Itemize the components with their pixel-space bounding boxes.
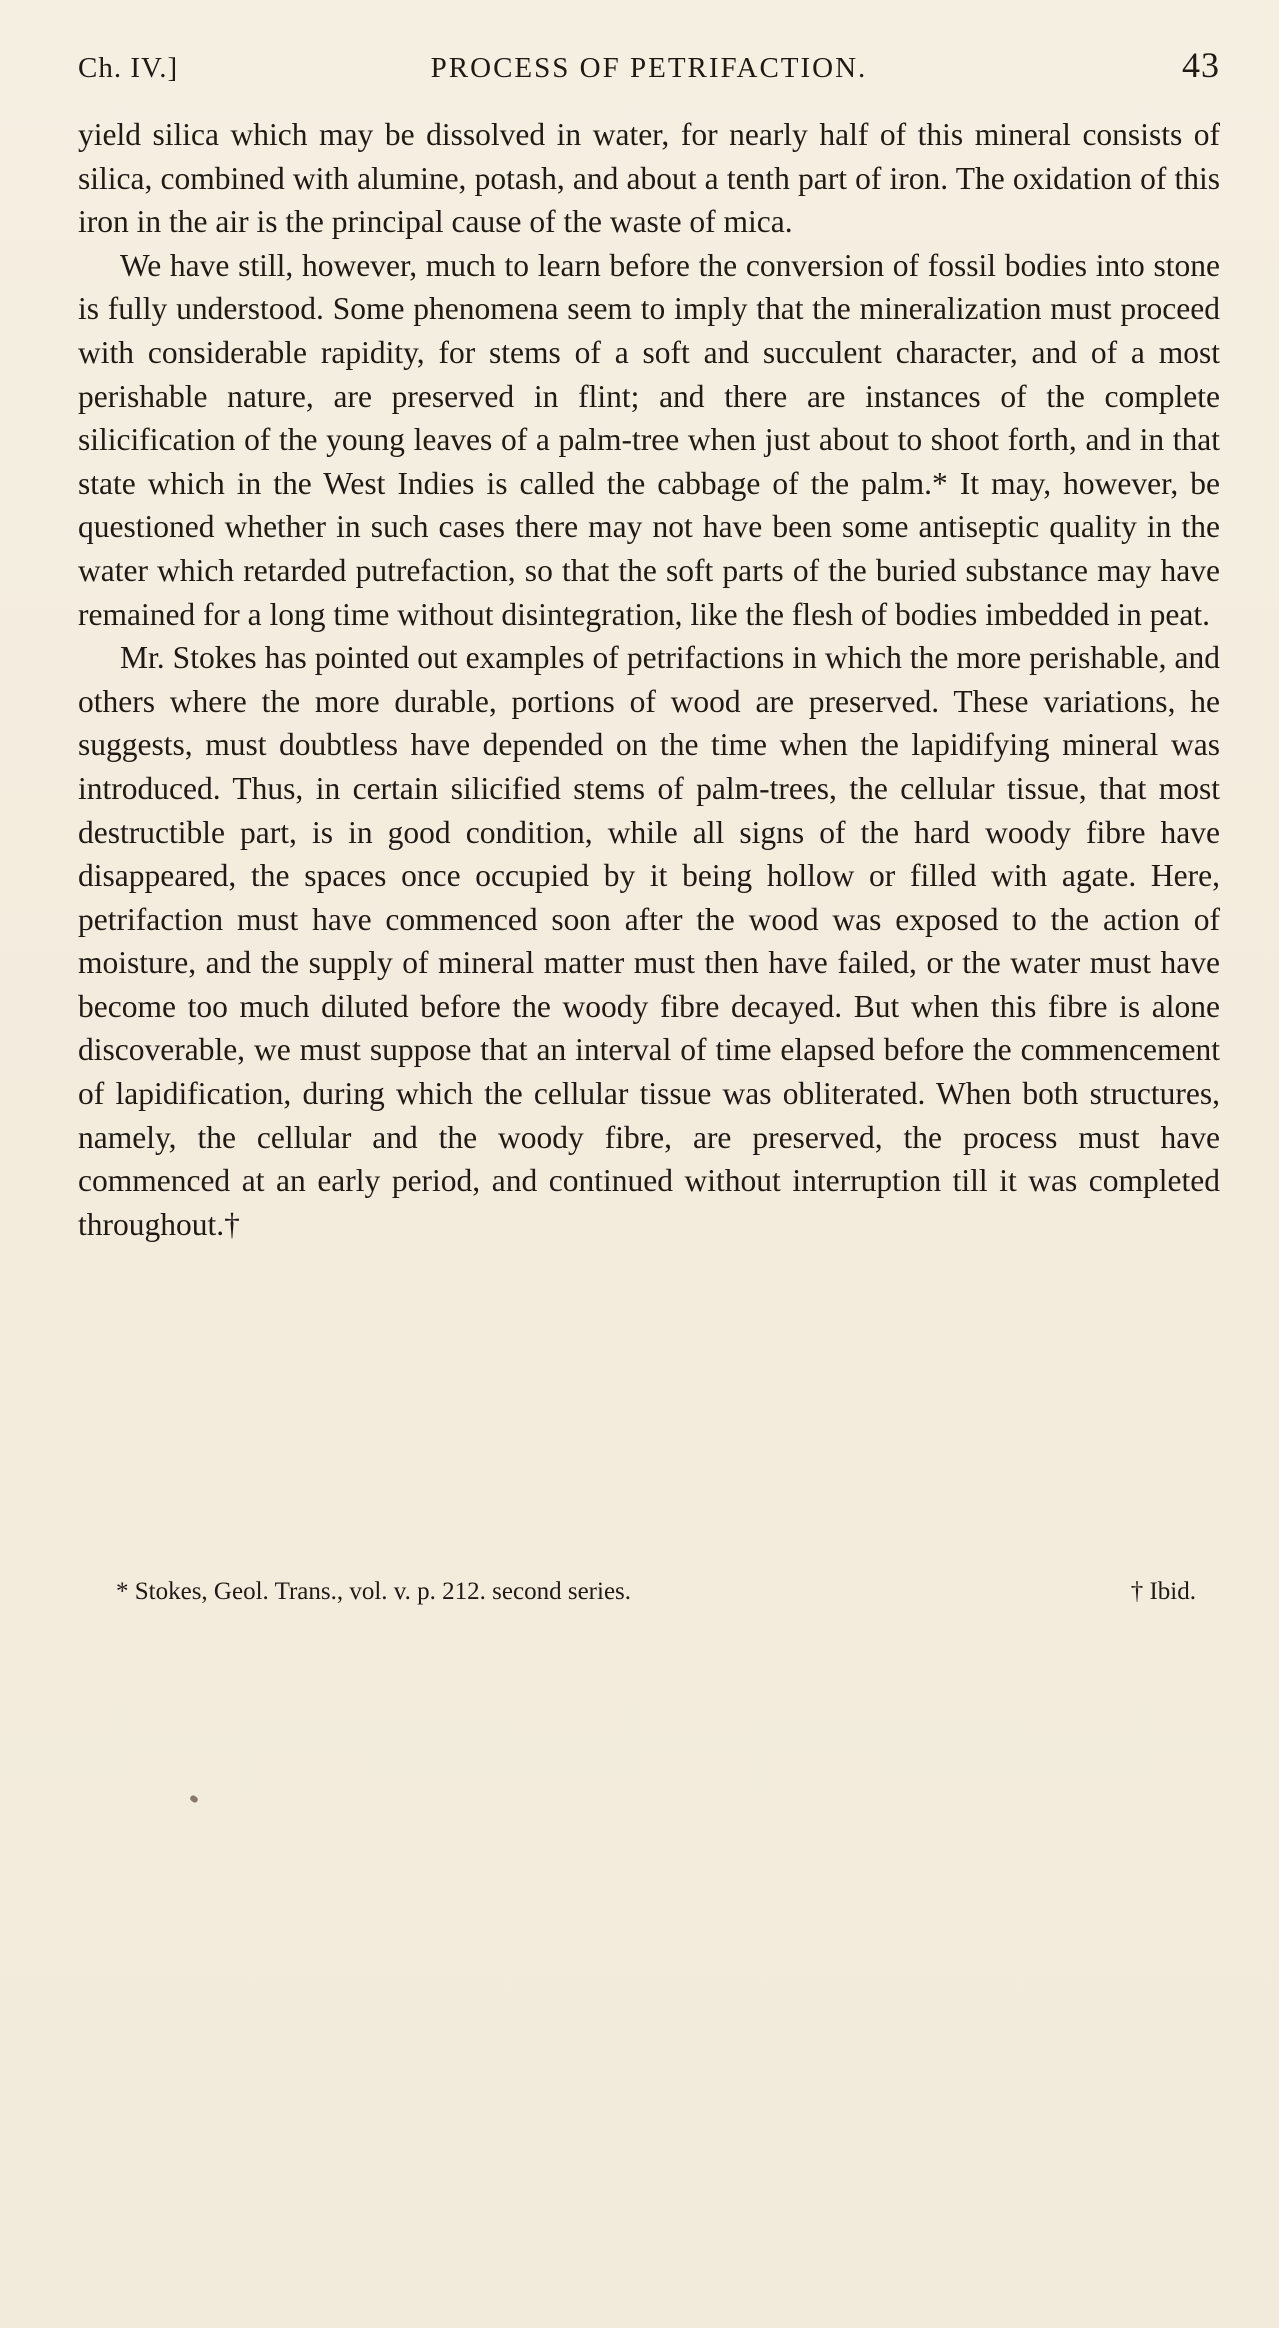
chapter-label: Ch. IV.] [78, 52, 179, 84]
paragraph-3: Mr. Stokes has pointed out examples of petrifactions in which the more perishable, and others where the more durable, portions of wood are preserved. These variations, he suggests, must doubtless have depended on the time when the lapidifying mineral was introduced. Thus, in certain silicified stems of palm-trees, the cellular tissue, that most destructible part, is in good condition, while all signs of the hard woody fibre have disappeared, the spaces once occupied by it being hollow or filled with agate. Here, petrifaction must have commenced soon after the wood was exposed to the action of moisture, and the supply of mineral matter must then have failed, or the water must have become too much diluted before the woody fibre decayed. But when this fibre is alone discoverable, we must suppose that an interval of time elapsed before the commencement of lapidification, during which the cellular tissue was obliterated. When both structures, namely, the cellular and the woody fibre, are preserved, the process must have commenced at an early period, and continued without interruption till it was completed throughout.† [78, 640, 1220, 1242]
paragraph-2: We have still, however, much to learn before the conversion of fossil bodies into stone is fully understood. Some phenomena seem to imply that the mineralization must proceed with considerable rapidity, for stems of a soft and succulent character, and of a most perishable nature, are preserved in flint; and there are instances of the complete silicification of the young leaves of a palm-tree when just about to shoot forth, and in that state which in the West Indies is called the cabbage of the palm.* It may, however, be questioned whether in such cases there may not have been some antiseptic quality in the water which retarded putrefaction, so that the soft parts of the buried substance may have remained for a long time without disintegration, like the flesh of bodies imbedded in peat. [78, 247, 1220, 632]
running-title: PROCESS OF PETRIFACTION. [430, 52, 868, 84]
ink-speck [189, 1794, 199, 1804]
page-number: 43 [1182, 45, 1220, 85]
footnote-ibid: † Ibid. [1130, 1578, 1196, 1605]
page-header [78, 44, 1220, 92]
footnote-stokes: * Stokes, Geol. Trans., vol. v. p. 212. second series. [116, 1578, 632, 1605]
body-text [78, 113, 1220, 1246]
footnotes [116, 1578, 1196, 1614]
paragraph-1: yield silica which may be dissolved in water, for nearly half of this mineral consists of silica, combined with alumine, potash, and about a tenth part of iron. The oxidation of this iron in the air is the principal cause of the waste of mica. [78, 117, 1220, 240]
